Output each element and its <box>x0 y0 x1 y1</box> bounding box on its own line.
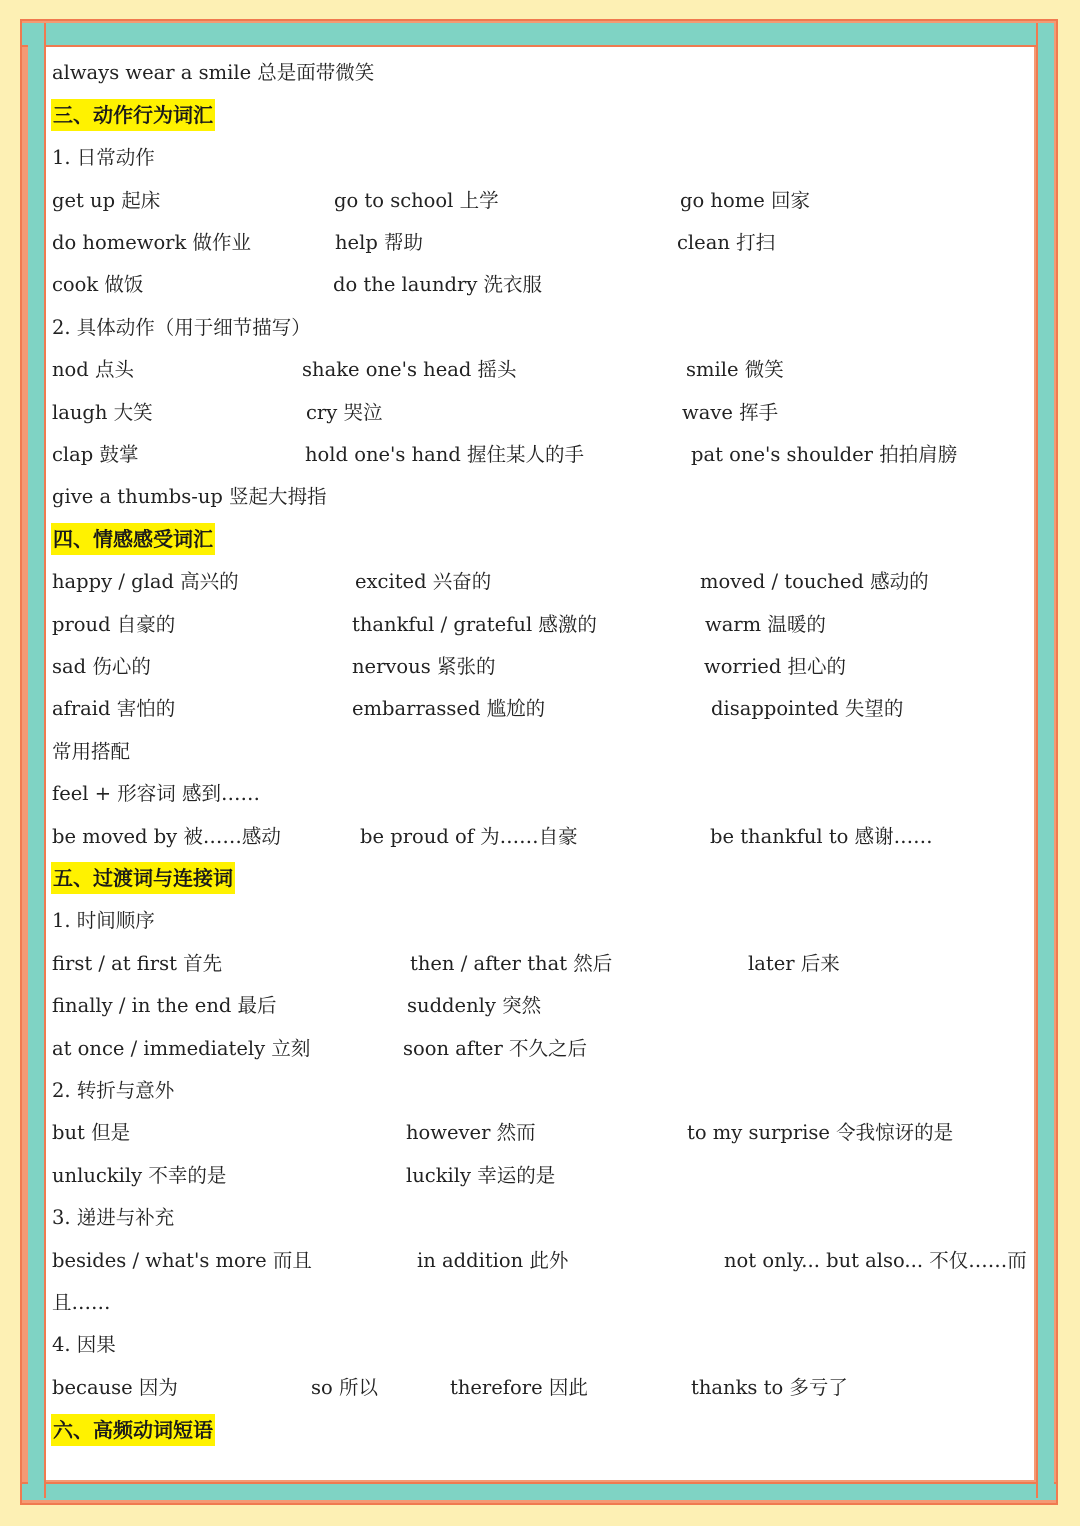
vocab-entry: hold one's hand 握住某人的手 <box>305 443 585 466</box>
vocab-entry: worried 担心的 <box>704 655 847 678</box>
vocab-entry: get up 起床 <box>52 189 161 212</box>
vocab-entry: shake one's head 摇头 <box>302 358 517 381</box>
vocab-entry: give a thumbs-up 竖起大拇指 <box>52 485 327 508</box>
section-heading-verb-phrases: 六、高频动词短语 <box>51 1414 215 1446</box>
vocab-entry: be thankful to 感谢…… <box>710 825 933 848</box>
vocab-entry: but 但是 <box>52 1121 131 1144</box>
vocab-entry: so 所以 <box>311 1376 378 1399</box>
frame-right-band <box>1036 23 1054 1498</box>
vocab-entry: warm 温暖的 <box>705 613 826 636</box>
section-heading-emotions: 四、情感感受词汇 <box>51 523 215 555</box>
vocab-entry: suddenly 突然 <box>407 994 542 1017</box>
frame-left-band <box>28 23 46 1498</box>
vocab-entry: do homework 做作业 <box>52 231 252 254</box>
subsection-label: 4. 因果 <box>52 1333 116 1356</box>
vocab-entry: however 然而 <box>406 1121 536 1144</box>
vocab-entry: nervous 紧张的 <box>352 655 496 678</box>
vocab-entry: afraid 害怕的 <box>52 697 176 720</box>
vocab-entry: nod 点头 <box>52 358 134 381</box>
vocab-entry: because 因为 <box>52 1376 178 1399</box>
subsection-label: 1. 日常动作 <box>52 146 155 169</box>
vocab-entry: later 后来 <box>748 952 840 975</box>
vocab-entry: be moved by 被……感动 <box>52 825 281 848</box>
vocab-entry: happy / glad 高兴的 <box>52 570 239 593</box>
subsection-label: 3. 递进与补充 <box>52 1206 175 1229</box>
vocab-entry: go home 回家 <box>680 189 810 212</box>
subsection-label: 2. 转折与意外 <box>52 1079 175 1102</box>
vocab-entry: luckily 幸运的是 <box>406 1164 556 1187</box>
section-heading-transitions: 五、过渡词与连接词 <box>51 862 235 894</box>
vocab-entry: smile 微笑 <box>686 358 784 381</box>
vocab-entry: laugh 大笑 <box>52 401 153 424</box>
vocab-entry: then / after that 然后 <box>410 952 613 975</box>
vocab-entry: finally / in the end 最后 <box>52 994 277 1017</box>
vocab-entry: embarrassed 尴尬的 <box>352 697 546 720</box>
vocab-entry: wave 挥手 <box>682 401 779 424</box>
frame-top-band <box>22 23 1036 47</box>
vocab-entry: not only... but also... 不仅……而 <box>724 1249 1027 1272</box>
vocab-entry: besides / what's more 而且 <box>52 1249 312 1272</box>
vocab-entry: be proud of 为……自豪 <box>360 825 578 848</box>
vocab-entry: at once / immediately 立刻 <box>52 1037 311 1060</box>
vocab-entry: disappointed 失望的 <box>711 697 904 720</box>
vocab-entry: go to school 上学 <box>334 189 499 212</box>
subsection-label: 2. 具体动作（用于细节描写） <box>52 316 311 339</box>
vocab-entry: pat one's shoulder 拍拍肩膀 <box>691 443 958 466</box>
vocab-entry: to my surprise 令我惊讶的是 <box>687 1121 954 1144</box>
vocab-entry: sad 伤心的 <box>52 655 151 678</box>
vocab-entry: first / at first 首先 <box>52 952 223 975</box>
vocab-entry: therefore 因此 <box>450 1376 588 1399</box>
vocab-entry: always wear a smile 总是面带微笑 <box>52 61 375 84</box>
vocab-entry: soon after 不久之后 <box>403 1037 587 1060</box>
vocab-entry: clean 打扫 <box>677 231 776 254</box>
vocab-entry: 且…… <box>52 1291 111 1314</box>
vocab-entry: cook 做饭 <box>52 273 144 296</box>
section-heading-actions: 三、动作行为词汇 <box>51 99 215 131</box>
frame-bottom-band <box>22 1482 1056 1500</box>
subsection-label: 1. 时间顺序 <box>52 909 155 932</box>
vocab-entry: excited 兴奋的 <box>355 570 492 593</box>
vocab-entry: do the laundry 洗衣服 <box>333 273 543 296</box>
vocab-entry: clap 鼓掌 <box>52 443 139 466</box>
vocab-entry: proud 自豪的 <box>52 613 176 636</box>
vocab-entry: thankful / grateful 感激的 <box>352 613 597 636</box>
vocab-entry: moved / touched 感动的 <box>700 570 929 593</box>
vocab-entry: thanks to 多亏了 <box>691 1376 848 1399</box>
vocab-entry: unluckily 不幸的是 <box>52 1164 227 1187</box>
vocab-entry: in addition 此外 <box>417 1249 569 1272</box>
subsection-label: 常用搭配 <box>52 740 131 763</box>
vocab-entry: cry 哭泣 <box>306 401 383 424</box>
vocab-entry: feel + 形容词 感到…… <box>52 782 260 805</box>
vocab-entry: help 帮助 <box>335 231 424 254</box>
